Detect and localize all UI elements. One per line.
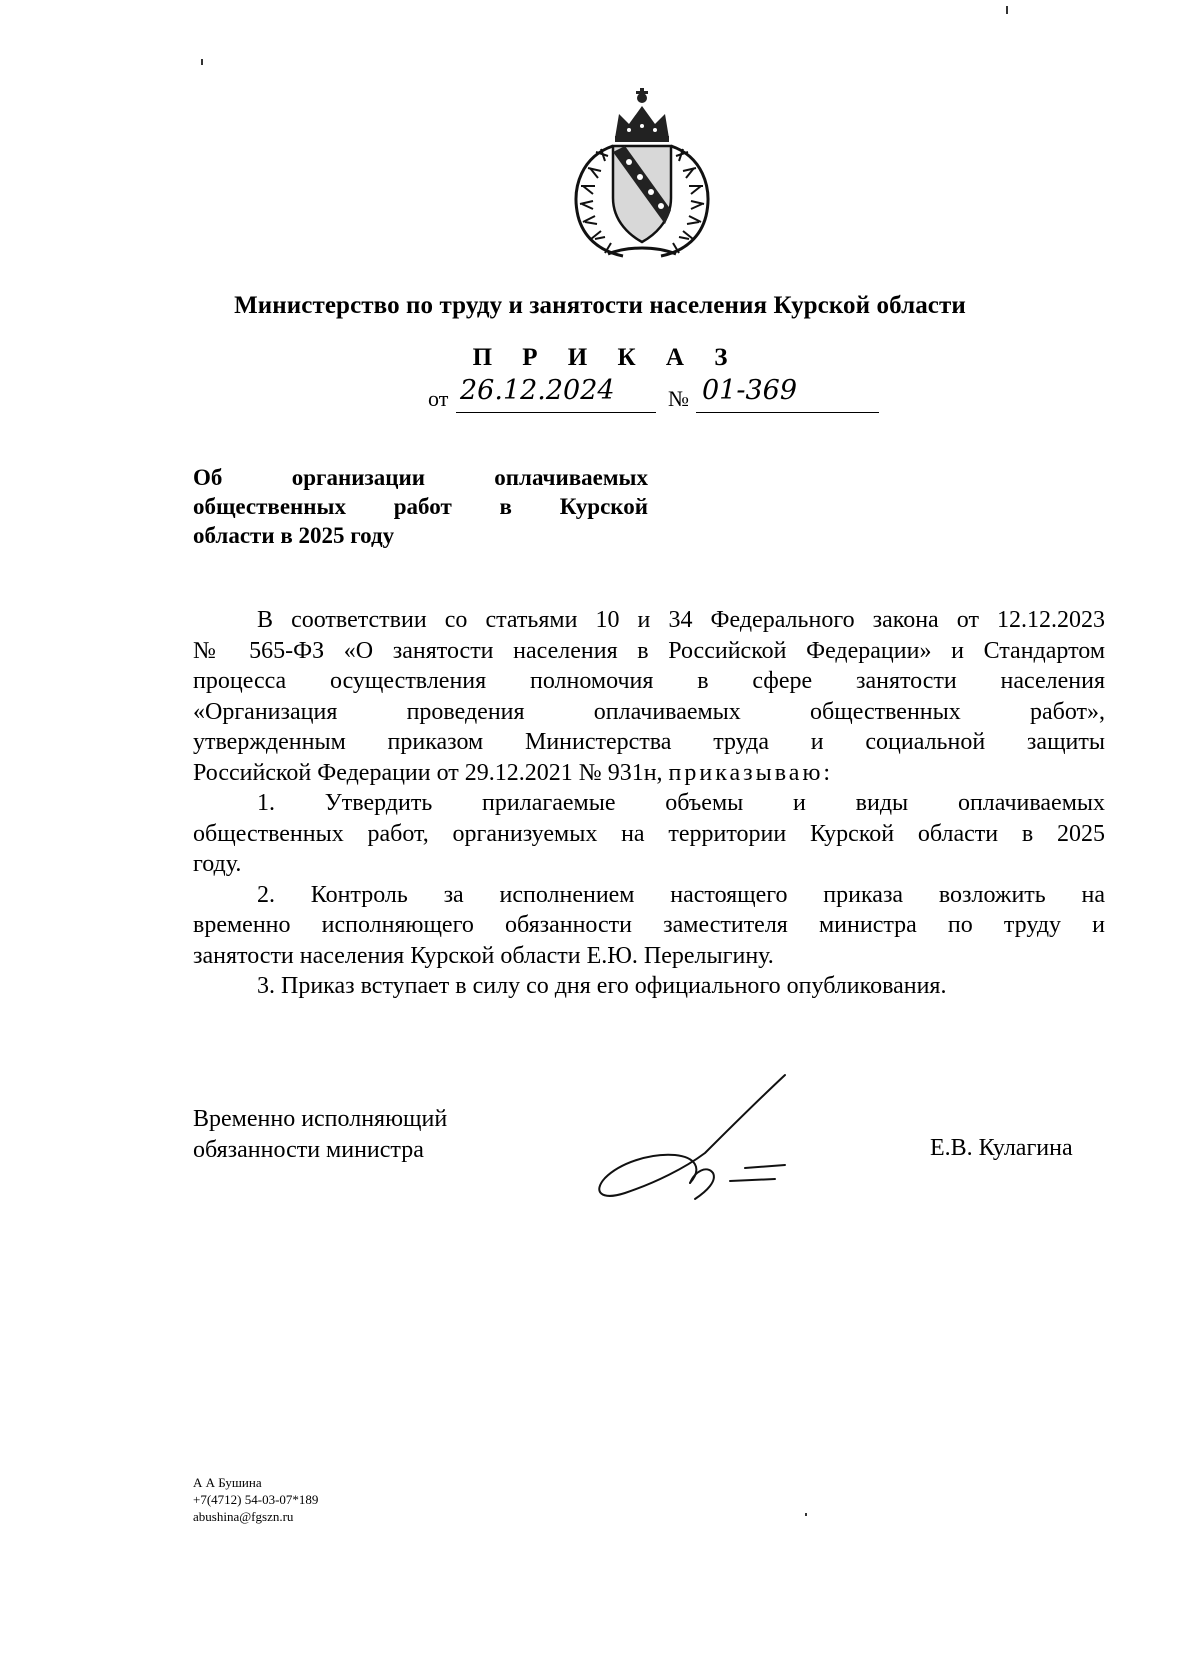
date-number-line <box>428 386 448 412</box>
body-line: «Организация проведения оплачиваемых общественных работ», <box>193 698 1105 725</box>
number-prefix: № <box>668 386 689 411</box>
signatory-position <box>193 1104 447 1166</box>
body-line: году. <box>193 851 242 877</box>
body-line: утвержденным приказом Министерства труда и социальной защиты <box>193 729 1105 755</box>
date-underline <box>456 412 656 413</box>
body-line: № 565-ФЗ «О занятости населения в Российской Федерации» и Стандартом <box>193 637 1105 664</box>
handwritten-signature <box>595 1073 825 1213</box>
body-line <box>193 758 1105 789</box>
signatory-name: Е.В. Кулагина <box>930 1135 1073 1161</box>
position-line: Временно исполняющий <box>193 1106 448 1132</box>
executor-phone: +7(4712) 54-03-07*189 <box>193 1492 319 1507</box>
scan-speck <box>805 1513 807 1516</box>
ministry-name: Министерство по труду и занятости населения Курской области <box>234 292 966 319</box>
coat-of-arms-emblem <box>553 86 731 261</box>
position-line: обязанности министра <box>193 1137 424 1163</box>
scan-speck <box>1006 6 1008 14</box>
date-prefix: от <box>428 386 449 411</box>
body-line: общественных работ, организуемых на территории Курской области в 2025 <box>193 820 1105 847</box>
handwritten-number: 01-369 <box>702 375 798 406</box>
handwritten-date: 26.12.2024 <box>460 375 615 406</box>
body-line: 3. Приказ вступает в силу со дня его официального опубликования. <box>257 973 947 999</box>
number-underline <box>696 412 879 413</box>
subject-line: общественных работ в Курской <box>193 494 648 519</box>
executor-contacts <box>193 1474 318 1525</box>
document-body <box>193 605 1105 1002</box>
body-line: процесса осуществления полномочия в сфере занятости населения <box>193 668 1105 694</box>
document-subject <box>193 463 648 550</box>
body-line: 2. Контроль за исполнением настоящего приказа возложить на <box>257 881 1105 908</box>
body-line: 1. Утвердить прилагаемые объемы и виды оплачиваемых <box>257 790 1105 816</box>
executor-email: abushina@fgszn.ru <box>193 1509 294 1524</box>
subject-line: области в 2025 году <box>193 523 395 548</box>
executor-name: А А Бушина <box>193 1475 262 1490</box>
document-type-title: П Р И К А З <box>472 344 740 371</box>
subject-line: Об организации оплачиваемых <box>193 465 648 490</box>
body-line: занятости населения Курской области Е.Ю. Перелыгину. <box>193 942 774 969</box>
body-line: временно исполняющего обязанности заместителя министра по труду и <box>193 912 1105 938</box>
body-line: В соответствии со статьями 10 и 34 Федерального закона от 12.12.2023 <box>257 607 1105 633</box>
order-word: приказываю: <box>668 759 834 786</box>
scan-speck <box>201 59 203 65</box>
preamble-end: Российской Федерации от 29.12.2021 № 931н, <box>193 759 663 786</box>
